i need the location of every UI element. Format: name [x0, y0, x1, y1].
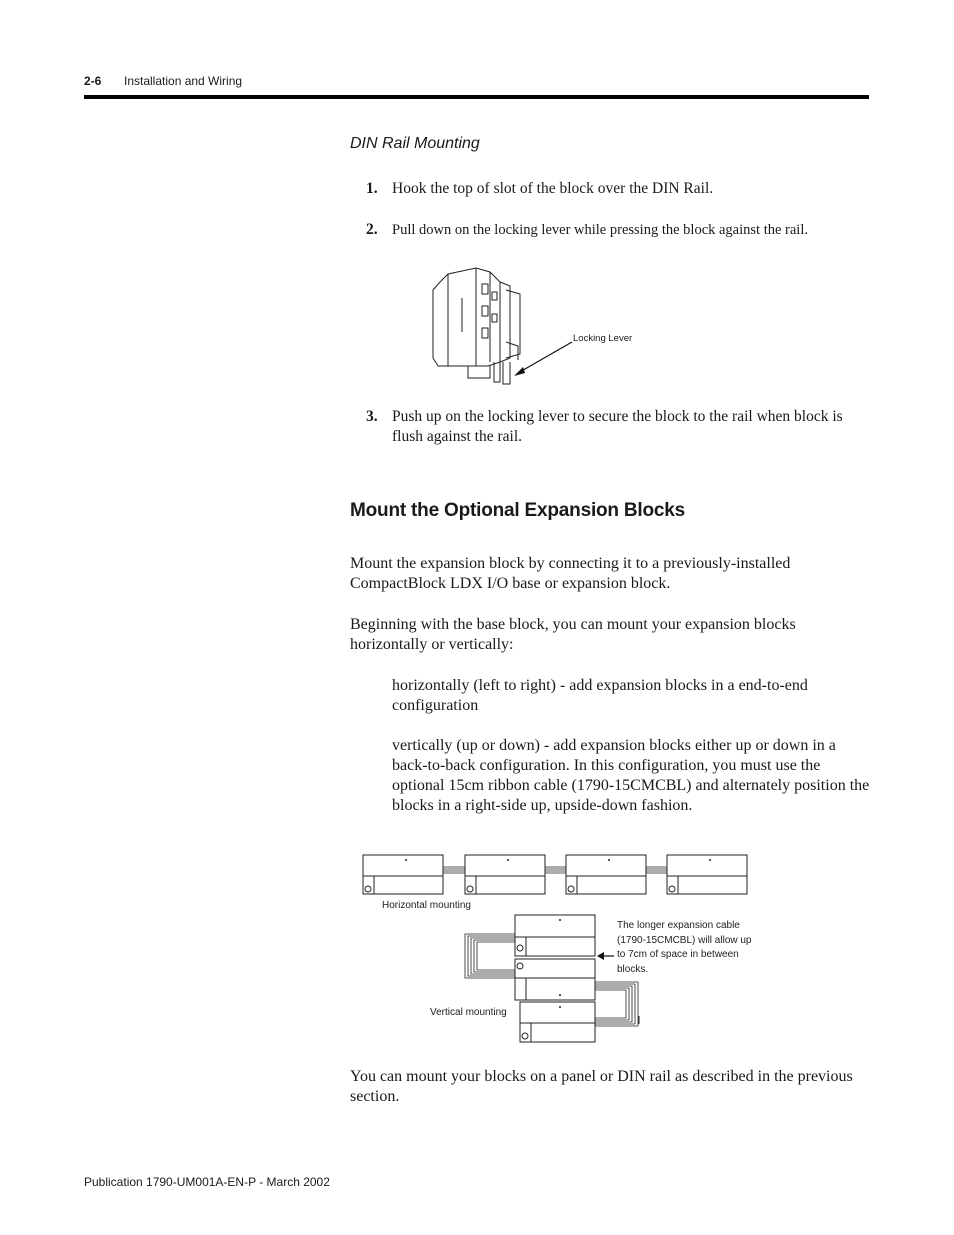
step-text: Hook the top of slot of the block over the DIN Rail. — [392, 180, 714, 197]
step-text: Push up on the locking lever to secure the block to the rail when block is flush against the rail. — [392, 408, 843, 445]
cable-note-arrow — [596, 950, 616, 962]
horizontal-mounting-label: Horizontal mounting — [382, 900, 471, 911]
locking-lever-arrow — [510, 340, 575, 380]
step-number: 3. — [366, 408, 378, 425]
horizontal-mounting-figure — [360, 852, 752, 898]
section-heading: Mount the Optional Expansion Blocks — [350, 500, 686, 521]
step-3 — [366, 407, 856, 447]
header-rule — [84, 95, 869, 99]
step-text: Pull down on the locking lever while pressing the block against the rail. — [392, 222, 808, 238]
locking-lever-label: Locking Lever — [573, 333, 633, 344]
step-number: 1. — [366, 180, 378, 197]
step-number: 2. — [366, 221, 378, 238]
din-rail-subheading: DIN Rail Mounting — [350, 135, 480, 152]
step-2 — [366, 220, 856, 240]
vertical-mounting-label: Vertical mounting — [430, 1007, 507, 1018]
section-title: Installation and Wiring — [124, 74, 243, 88]
paragraph-closing: You can mount your blocks on a panel or DIN rail as described in the previous section. — [350, 1068, 853, 1105]
option-vertical: vertically (up or down) - add expansion blocks either up or down in a back-to-back configuration. In this configuration, you must use the optional 15cm ribbon cable (1790-15CMCBL) and alternately position the blocks in a right-side up, upside-down fashion. — [392, 737, 870, 814]
page-number: 2-6 — [84, 74, 102, 88]
footer-publication: Publication 1790-UM001A-EN-P - March 2002 — [84, 1175, 330, 1189]
paragraph-intro: Mount the expansion block by connecting it to a previously-installed CompactBlock LDX I/O base or expansion block. — [350, 555, 791, 592]
option-horizontal: horizontally (left to right) - add expansion blocks in a end-to-end configuration — [392, 677, 808, 714]
step-1 — [366, 179, 856, 199]
paragraph-orientation: Beginning with the base block, you can mount your expansion blocks horizontally or vertically: — [350, 616, 796, 653]
cable-note: The longer expansion cable (1790-15CMCBL) will allow up to 7cm of space in between blocks. — [617, 920, 752, 975]
